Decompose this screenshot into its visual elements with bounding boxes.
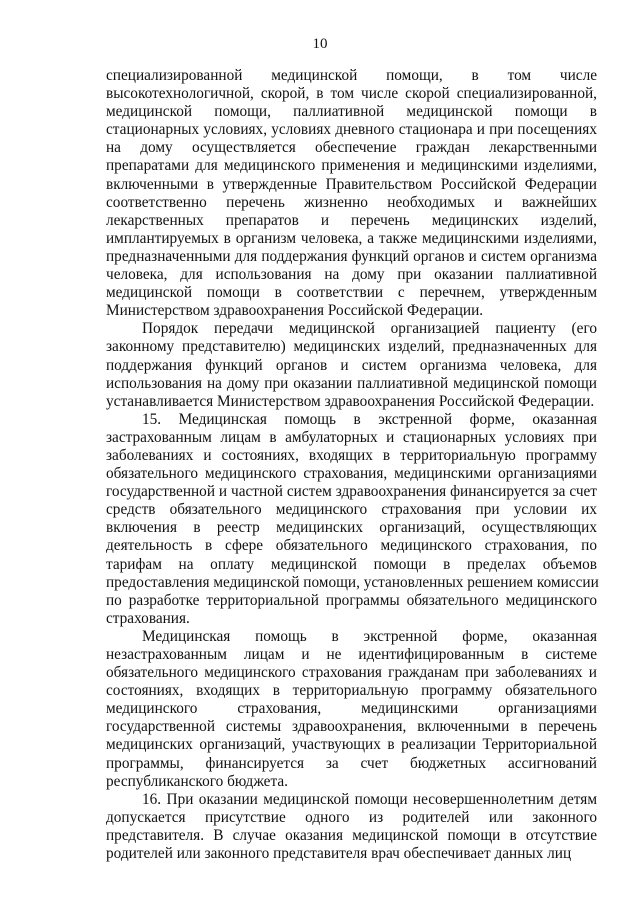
text-line: программы, финансируется за счет бюджетных ассигнований — [106, 754, 597, 772]
text-line: незастрахованным лицам и не идентифицированным в системе — [106, 646, 597, 663]
text-line: родителей или законного представителя врач обеспечивает данных лиц — [106, 845, 572, 863]
text-line: медицинской помощи в соответствии с перечнем, утвержденным — [106, 284, 597, 302]
page-number: 10 — [312, 36, 328, 52]
text-line: 16. При оказании медицинской помощи несовершеннолетним детям — [142, 790, 597, 808]
text-line: высокотехнологичной, скорой, в том числе скорой специализированной, — [106, 85, 597, 103]
text-line: государственной системы здравоохранения, включенными в перечень — [106, 718, 597, 736]
text-line: человека, для использования на дому при оказании паллиативной — [106, 266, 597, 284]
text-line: тарифам на оплату медицинской помощи в пределах объемов — [106, 555, 597, 573]
text-line: медицинского страхования, медицинскими организациями — [106, 700, 597, 718]
text-line: по разработке территориальной программы обязательного медицинского — [106, 591, 597, 609]
text-line: заболеваниях и состояниях, входящих в территориальную программу — [106, 446, 597, 464]
text-line: предназначенными для поддержания функций органов и систем организма — [106, 247, 597, 265]
text-line: государственной и частной систем здравоохранения финансируется за счет — [106, 483, 597, 501]
text-line: застрахованным лицам в амбулаторных и стационарных условиях при — [106, 428, 597, 446]
text-line: включения в реестр медицинских организаций, осуществляющих — [106, 519, 597, 537]
text-line: обязательного медицинского страхования, медицинскими организациями — [106, 465, 597, 483]
text-line: деятельность в сфере обязательного медицинского страхования, по — [106, 537, 597, 555]
text-line: Порядок передачи медицинской организацией пациенту (его — [142, 320, 597, 338]
text-line: допускается присутствие одного из родителей или законного — [106, 808, 597, 826]
text-line: Министерством здравоохранения Российской Федерации. — [106, 302, 484, 320]
text-line: медицинской помощи, паллиативной медицинской помощи в — [106, 103, 597, 121]
text-line: представителя. В случае оказания медицинской помощи в отсутствие — [106, 826, 597, 844]
text-line: состояниях, входящих в территориальную программу обязательного — [106, 682, 597, 700]
text-line: средств обязательного медицинского страхования при условии их — [106, 501, 597, 519]
text-line: на дому осуществляется обеспечение граждан лекарственными — [106, 139, 597, 157]
text-line: устанавливается Министерством здравоохранения Российской Федерации. — [106, 392, 595, 410]
text-line: предоставления медицинской помощи, установленных решением комиссии — [106, 573, 599, 591]
text-line: законному представителю) медицинских изделий, предназначенных для — [106, 338, 597, 356]
text-line: имплантируемых в организм человека, а также медицинскими изделиями, — [106, 229, 597, 247]
text-line: 15. Медицинская помощь в экстренной форме, оказанная — [142, 410, 597, 428]
text-line: Медицинская помощь в экстренной форме, оказанная — [142, 627, 597, 645]
paragraph — [106, 67, 597, 320]
text-line: стационарных условиях, условиях дневного стационара и при посещениях — [106, 121, 597, 139]
text-line: препаратами для медицинского применения и медицинскими изделиями, — [106, 157, 597, 175]
text-line: соответственно перечень жизненно необходимых и важнейших — [106, 193, 597, 211]
text-line: медицинских организаций, участвующих в реализации Территориальной — [106, 736, 597, 754]
paragraph — [106, 628, 597, 791]
text-line: лекарственных препаратов и перечень медицинских изделий, — [106, 211, 597, 229]
text-line: специализированной медицинской помощи, в том числе — [106, 67, 597, 84]
text-line: поддержания функций органов и систем организма человека, для — [106, 356, 597, 374]
paragraph — [106, 791, 597, 863]
text-line: страхования. — [106, 609, 190, 627]
paragraph — [106, 320, 597, 410]
text-line: включенными в утвержденные Правительством Российской Федерации — [106, 175, 597, 193]
paragraph — [106, 411, 597, 628]
text-line: использования на дому при оказании паллиативной медицинской помощи — [106, 374, 597, 392]
text-line: обязательного медицинского страхования гражданам при заболеваниях и — [106, 664, 597, 682]
text-line: республиканского бюджета. — [106, 772, 288, 790]
document-body — [106, 67, 597, 863]
